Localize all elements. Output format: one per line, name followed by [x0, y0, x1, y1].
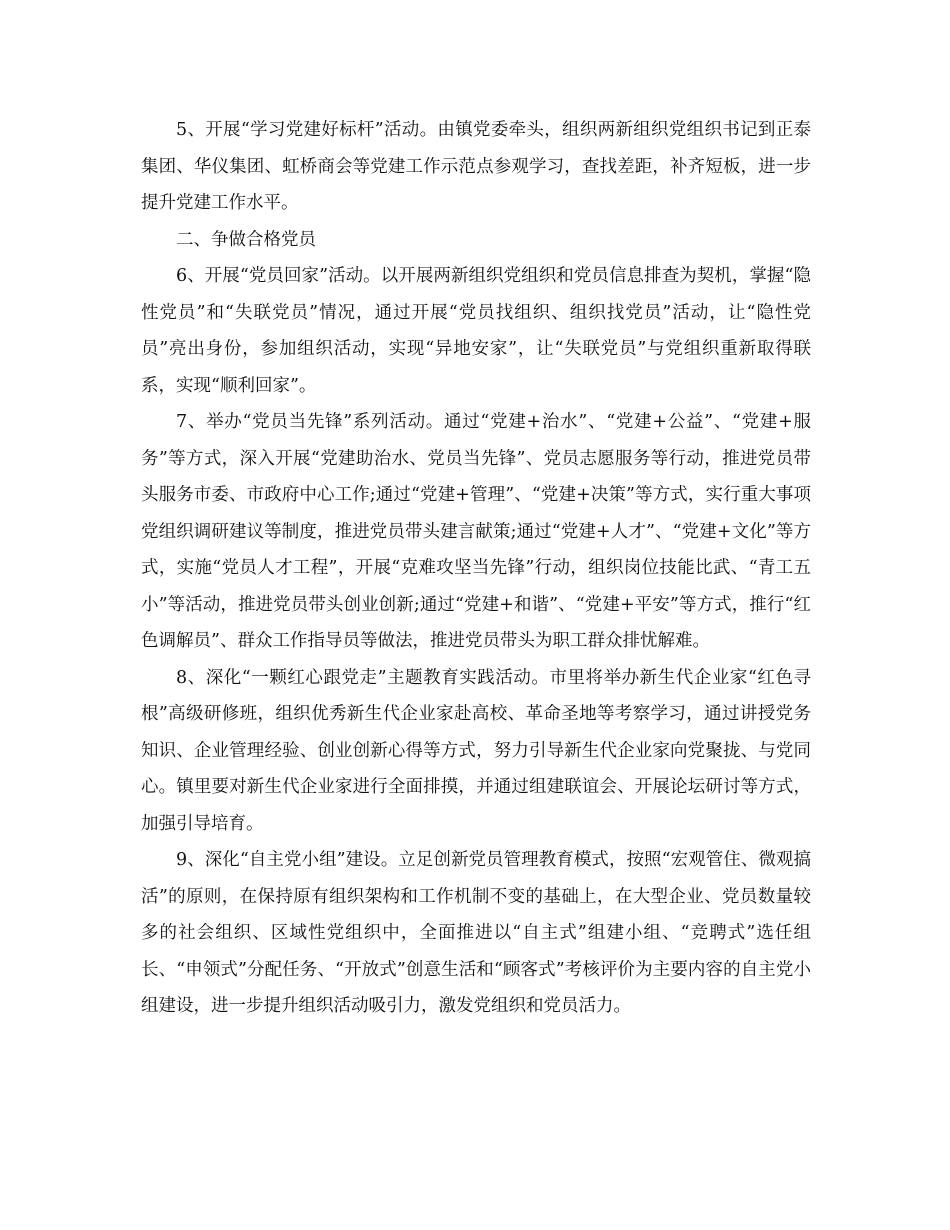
- paragraph-5-study-benchmark: 5、开展“学习党建好标杆”活动。由镇党委牵头，组织两新组织党组织书记到正泰集团、华仪集团、虹桥商会等党建工作示范点参观学习，查找差距，补齐短板，进一步提升党建工作水平。: [141, 120, 811, 213]
- paragraph-7-members-vanguard: 7、举办“党员当先锋”系列活动。通过“党建+治水”、“党建+公益”、“党建+服务”等方式，深入开展“党建助治水、党员当先锋”、党员志愿服务等行动，推进党员带头服务市委、市政府中心工作;通过“党建+管理”、“党建+决策”等方式，实行重大事项党组织调研建议等制度，推进党员带头建言献策;通过“党建+人才”、“党建+文化”等方式，实施“党员人才工程”，开展“克难攻坚当先锋”行动，组织岗位技能比武、“青工五小”等活动，推进党员带头创业创新;通过“党建+和谐”、“党建+平安”等方式，推行“红色调解员”、群众工作指导员等做法，推进党员带头为职工群众排忧解难。: [141, 412, 811, 651]
- paragraph-8-red-heart-education: 8、深化“一颗红心跟党走”主题教育实践活动。市里将举办新生代企业家“红色寻根”高级研修班，组织优秀新生代企业家赴高校、革命圣地等考察学习，通过讲授党务知识、企业管理经验、创业创新心得等方式，努力引导新生代企业家向党聚拢、与党同心。镇里要对新生代企业家进行全面排摸，并通过组建联谊会、开展论坛研讨等方式，加强引导培育。: [141, 667, 811, 834]
- paragraph-6-members-return-home: 6、开展“党员回家”活动。以开展两新组织党组织和党员信息排查为契机，掌握“隐性党员”和“失联党员”情况，通过开展“党员找组织、组织找党员”活动，让“隐性党员”亮出身份，参加组织活动，实现“异地安家”，让“失联党员”与党组织重新取得联系，实现“顺利回家”。: [141, 266, 811, 396]
- document-body: [141, 112, 811, 1025]
- section-heading-qualified-members: 二、争做合格党员: [176, 229, 316, 250]
- paragraph-9-autonomous-party-groups: 9、深化“自主党小组”建设。立足创新党员管理教育模式，按照“宏观管住、微观搞活”的原则，在保持原有组织架构和工作机制不变的基础上，在大型企业、党员数量较多的社会组织、区域性党组织中，全面推进以“自主式”组建小组、“竞聘式”选任组长、“申领式”分配任务、“开放式”创意生活和“顾客式”考核评价为主要内容的自主党小组建设，进一步提升组织活动吸引力，激发党组织和党员活力。: [141, 850, 811, 1016]
